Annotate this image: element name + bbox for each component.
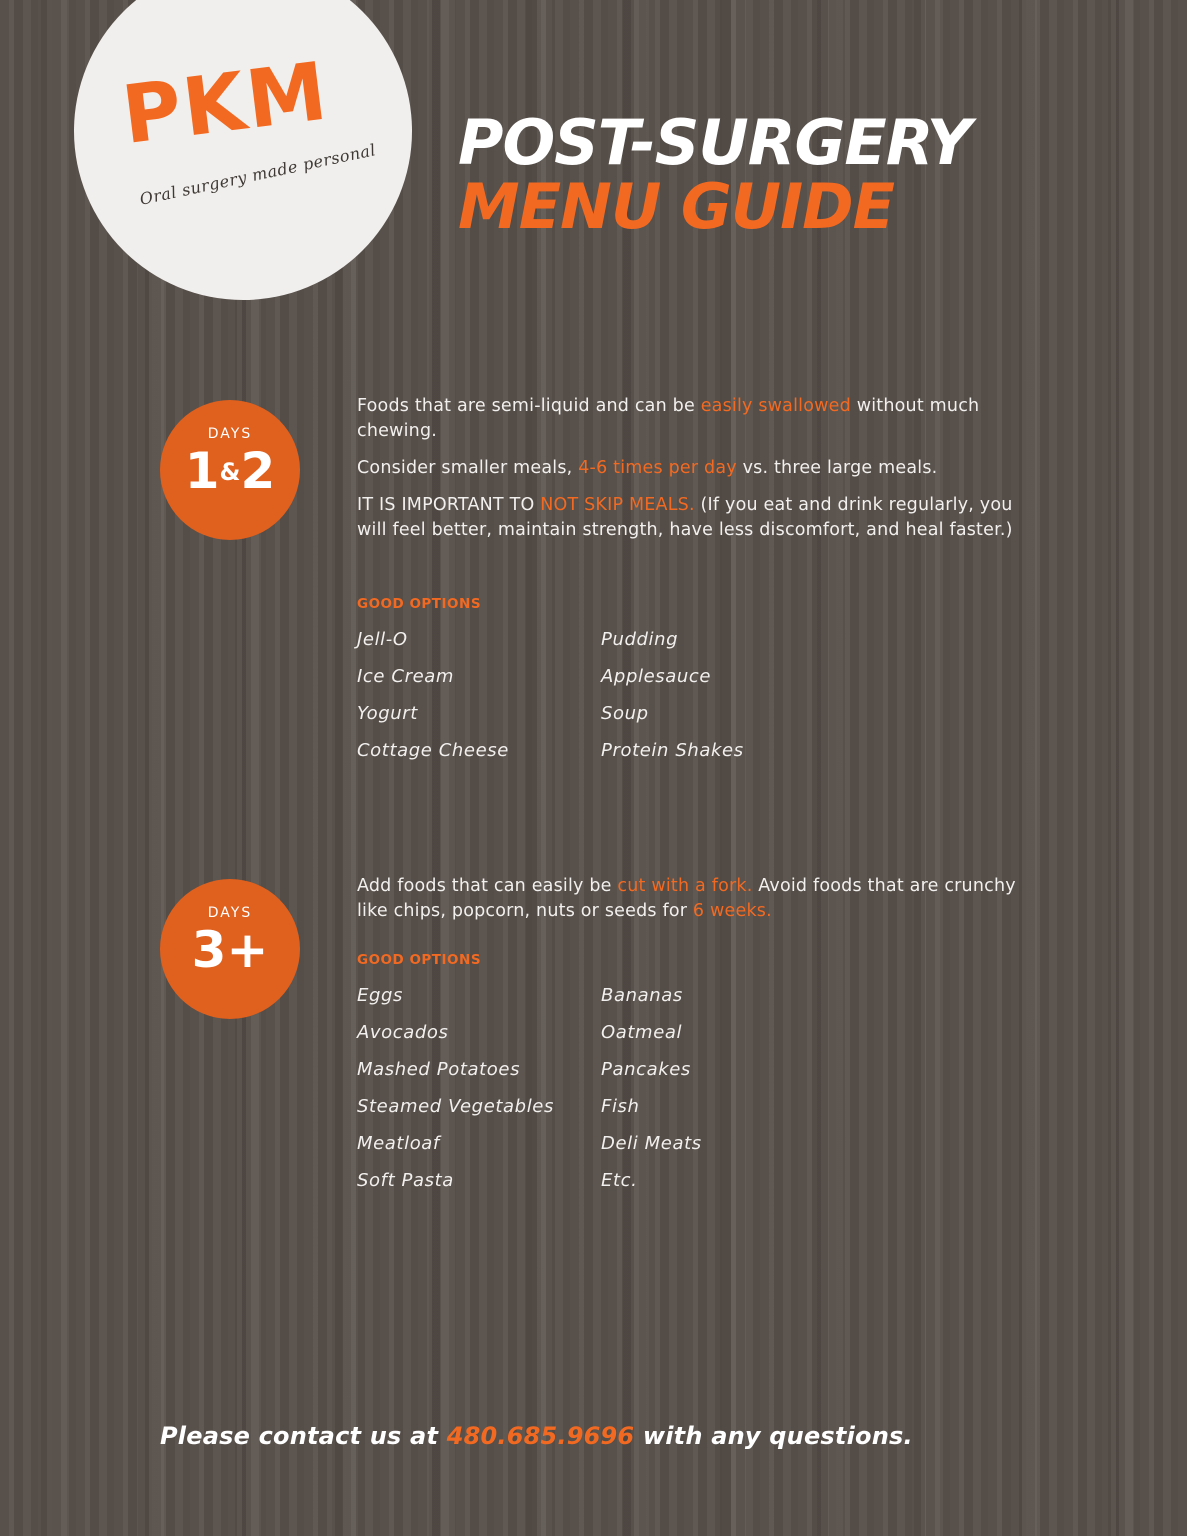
option: Avocados: [357, 1022, 449, 1043]
list-item: [357, 1059, 857, 1096]
text: Add foods that can easily be: [357, 876, 618, 896]
logo-mark: PKM: [117, 44, 334, 162]
days-1-2-paragraph-3: [357, 493, 1037, 543]
good-options-list: [357, 985, 857, 1207]
option: Protein Shakes: [601, 740, 744, 761]
day-num-amp: &: [219, 458, 241, 486]
option: Pudding: [601, 629, 679, 650]
good-options-heading: GOOD OPTIONS: [357, 952, 482, 968]
list-item: [357, 703, 857, 740]
option: Ice Cream: [357, 666, 455, 687]
option: Yogurt: [357, 703, 418, 724]
text: IT IS IMPORTANT TO: [357, 495, 541, 515]
text: Please contact us at: [160, 1422, 447, 1450]
list-item: [357, 1170, 857, 1207]
list-item: [357, 740, 857, 777]
days-number: [160, 442, 300, 500]
days-3-plus-section: [357, 874, 1037, 1191]
list-item: [357, 1096, 857, 1133]
days-3-plus-badge: [160, 879, 300, 1019]
good-options-heading: GOOD OPTIONS: [357, 596, 482, 612]
option: Etc.: [601, 1170, 638, 1191]
day-num-b: 2: [240, 442, 276, 500]
text: with any questions.: [634, 1422, 913, 1450]
option: Steamed Vegetables: [357, 1096, 554, 1117]
option: Mashed Potatoes: [357, 1059, 521, 1080]
highlight: NOT SKIP MEALS.: [540, 495, 695, 515]
days-3-plus-paragraph: [357, 874, 1037, 924]
text: Avoid foods that are crunchy like chips, popcorn, nuts or seeds for: [357, 876, 1016, 921]
highlight: easily swallowed: [700, 396, 851, 416]
contact-footer: [160, 1422, 913, 1450]
highlight: 6 weeks.: [692, 901, 772, 921]
text: vs. three large meals.: [736, 458, 938, 478]
days-1-2-paragraph-2: [357, 456, 1037, 481]
logo-tagline: Oral surgery made personal: [138, 140, 378, 209]
option: Deli Meats: [601, 1133, 702, 1154]
option: Bananas: [601, 985, 683, 1006]
option: Soft Pasta: [357, 1170, 454, 1191]
option: Applesauce: [601, 666, 712, 687]
highlight: cut with a fork.: [617, 876, 753, 896]
days-number: 3+: [191, 921, 269, 979]
list-item: [357, 1133, 857, 1170]
days-1-2-badge: [160, 400, 300, 540]
option: Pancakes: [601, 1059, 691, 1080]
option: Oatmeal: [601, 1022, 683, 1043]
days-label: DAYS: [207, 426, 253, 442]
text: (If you eat and drink regularly, you will feel better, maintain strength, have less discomfort, and heal faster.): [357, 495, 1013, 540]
phone-link[interactable]: 480.685.9696: [446, 1422, 635, 1450]
day-num-a: 1: [184, 442, 220, 500]
option: Meatloaf: [357, 1133, 440, 1154]
list-item: [357, 629, 857, 666]
option: Eggs: [357, 985, 404, 1006]
good-options-list: [357, 629, 857, 777]
days-label: DAYS: [207, 905, 253, 921]
page-title-line2: MENU GUIDE: [458, 170, 894, 243]
option: Soup: [601, 703, 649, 724]
option: Cottage Cheese: [357, 740, 509, 761]
text: Foods that are semi-liquid and can be: [357, 396, 701, 416]
list-item: [357, 666, 857, 703]
text: without much chewing.: [357, 396, 980, 441]
days-1-2-paragraph-1: [357, 394, 1037, 444]
text: Consider smaller meals,: [357, 458, 579, 478]
option: Fish: [601, 1096, 640, 1117]
page-title-line1: POST-SURGERY: [458, 106, 971, 179]
days-1-2-section: [357, 394, 1037, 761]
list-item: [357, 1022, 857, 1059]
list-item: [357, 985, 857, 1022]
option: Jell-O: [357, 629, 408, 650]
highlight: 4-6 times per day: [578, 458, 737, 478]
